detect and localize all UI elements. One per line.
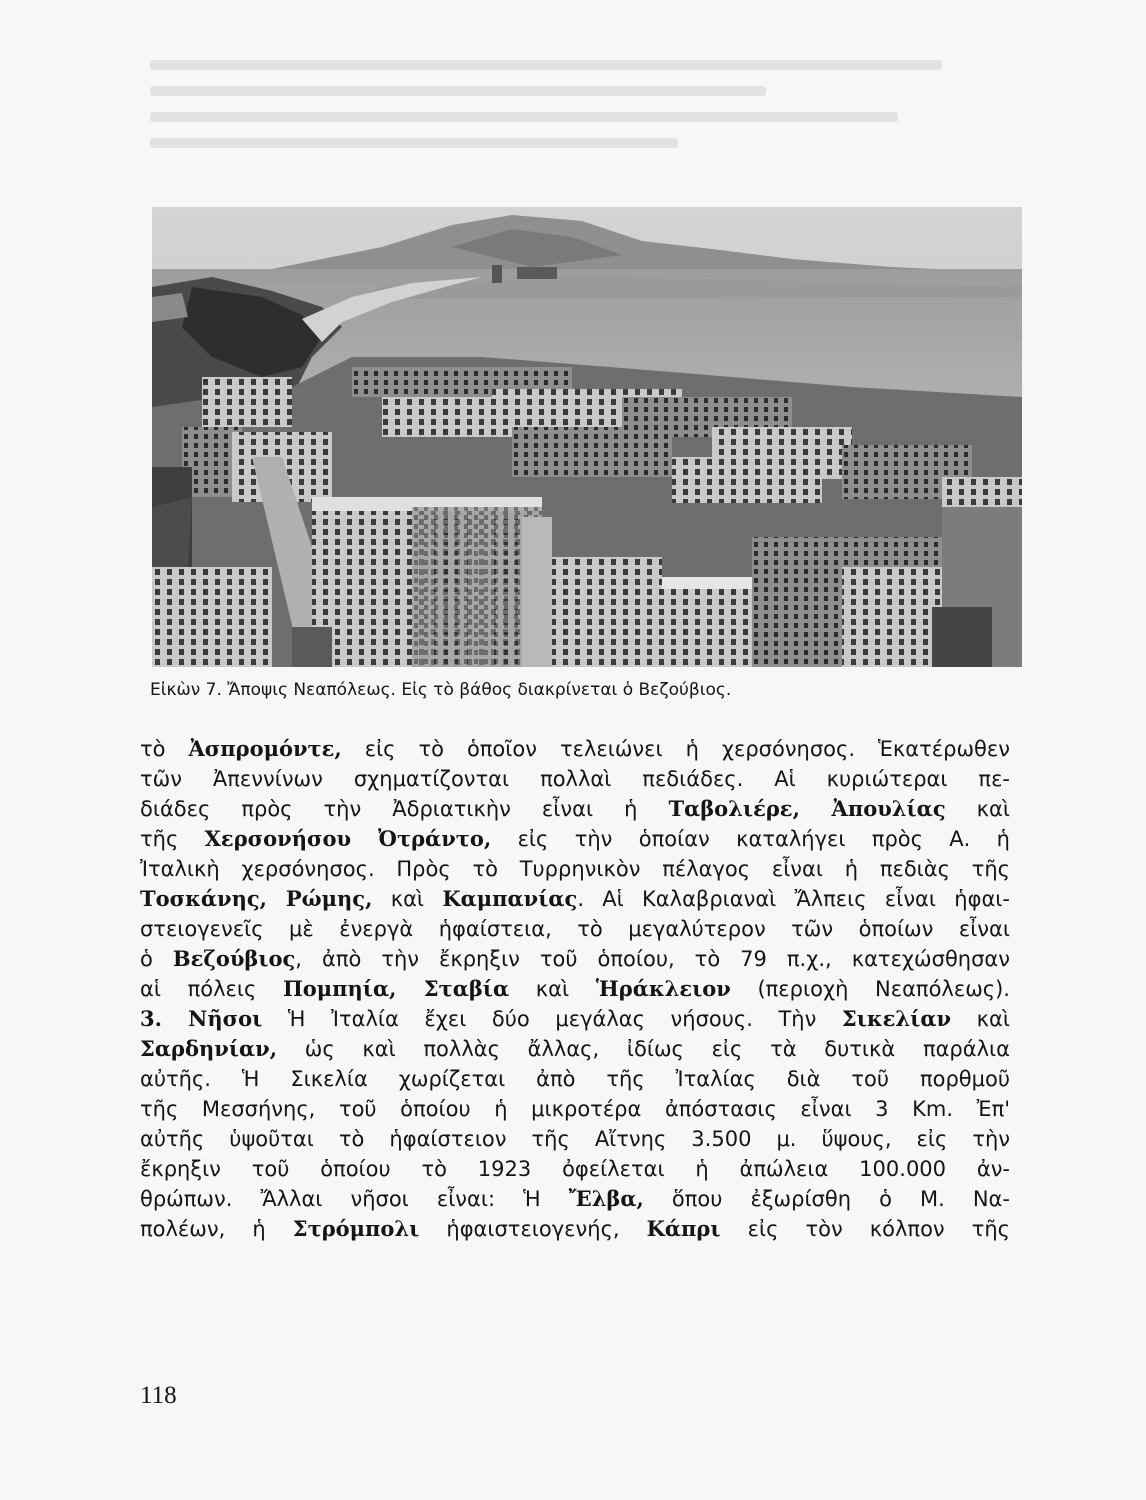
- text-line: [140, 824, 1010, 854]
- text-run: καὶ: [951, 1007, 1010, 1031]
- bold-term: Στρόμπολι: [292, 1216, 420, 1241]
- text-line: [140, 974, 1010, 1004]
- bold-term: Καμπανίας: [442, 886, 578, 911]
- text-run: τῆς: [140, 827, 205, 851]
- text-line: [140, 1124, 1010, 1154]
- text-run: ἔκρηξιν τοῦ ὁποίου τὸ 1923 ὀφείλεται ἡ ἀπώλεια 100.000 ἀν-: [140, 1157, 1010, 1181]
- bold-term: Πομπηία, Σταβία: [282, 976, 510, 1001]
- bold-term: Σαρδηνίαν,: [140, 1036, 278, 1061]
- text-run: διάδες πρὸς τὴν Ἀδριατικὴν εἶναι ἡ: [140, 797, 669, 821]
- text-line: [140, 794, 1010, 824]
- bold-term: Σικελίαν: [841, 1006, 952, 1031]
- text-run: εἰς τὴν ὁποίαν καταλήγει πρὸς Α. ἡ: [491, 827, 1010, 851]
- bold-term: Ταβολιέρε, Ἀπουλίας: [668, 796, 946, 821]
- text-run: Ἡ Ἰταλία ἔχει δύο μεγάλας νήσους. Τὴν: [262, 1007, 842, 1031]
- bold-term: Κάπρι: [646, 1216, 721, 1241]
- text-line: [140, 1004, 1010, 1034]
- text-run: θρώπων. Ἄλλαι νῆσοι εἶναι: Ἡ: [140, 1187, 569, 1211]
- text-run: . Αἱ Καλαβριαναὶ Ἄλπεις εἶναι ἡφαι-: [577, 887, 1010, 911]
- figure-caption: Εἰκὼν 7. Ἄποψις Νεαπόλεως. Εἰς τὸ βάθος διακρίνεται ὁ Βεζούβιος.: [150, 680, 732, 700]
- text-line: [140, 884, 1010, 914]
- text-run: ἡφαιστειογενής,: [419, 1217, 647, 1241]
- text-run: ὡς καὶ πολλὰς ἄλλας, ἰδίως εἰς τὰ δυτικὰ παράλια: [277, 1037, 1010, 1061]
- bold-term: Χερσονήσου Ὀτράντο,: [204, 826, 492, 851]
- text-run: αἱ πόλεις: [140, 977, 283, 1001]
- text-line: [140, 764, 1010, 794]
- text-run: αὐτῆς. Ἡ Σικελία χωρίζεται ἀπὸ τῆς Ἰταλίας διὰ τοῦ πορθμοῦ: [140, 1067, 1010, 1091]
- text-run: Ἰταλικὴ χερσόνησος. Πρὸς τὸ Τυρρηνικὸν πέλαγος εἶναι ἡ πεδιὰς τῆς: [140, 857, 1010, 881]
- text-line: [140, 1034, 1010, 1064]
- text-run: (περιοχὴ Νεαπόλεως).: [730, 977, 1010, 1001]
- text-run: καὶ: [372, 887, 443, 911]
- text-run: ὁ: [140, 947, 173, 971]
- text-run: εἰς τὸ ὁποῖον τελειώνει ἡ χερσόνησος. Ἑκατέρωθεν: [341, 737, 1010, 761]
- text-run: ὅπου ἐξωρίσθη ὁ Μ. Να-: [643, 1187, 1010, 1211]
- page-number: 118: [140, 1382, 177, 1409]
- text-run: τῶν Ἀπεννίνων σχηματίζονται πολλαὶ πεδιάδες. Αἱ κυριώτεραι πε-: [140, 767, 1010, 791]
- text-run: καὶ: [945, 797, 1010, 821]
- text-run: πολέων, ἡ: [140, 1217, 293, 1241]
- text-run: , ἀπὸ τὴν ἔκρηξιν τοῦ ὁποίου, τὸ 79 π.χ., κατεχώσθησαν: [295, 947, 1010, 971]
- text-line: [140, 854, 1010, 884]
- text-run: στειογενεῖς μὲ ἐνεργὰ ἡφαίστεια, τὸ μεγαλύτερον τῶν ὁποίων εἶναι: [140, 917, 1010, 941]
- text-line: [140, 1094, 1010, 1124]
- text-line: [140, 734, 1010, 764]
- bold-term: 3. Νῆσοι: [140, 1006, 263, 1031]
- text-line: [140, 1184, 1010, 1214]
- text-run: εἰς τὸν κόλπον τῆς: [720, 1217, 1010, 1241]
- text-line: [140, 1214, 1010, 1244]
- text-run: τῆς Μεσσήνης, τοῦ ὁποίου ἡ μικροτέρα ἀπόστασις εἶναι 3 Km. Ἐπ': [140, 1097, 1010, 1121]
- text-line: [140, 914, 1010, 944]
- bleed-through-text: [150, 44, 1030, 214]
- text-run: καὶ: [509, 977, 596, 1001]
- bold-term: Ἡράκλειον: [595, 976, 731, 1001]
- naples-photo-drawing: [152, 207, 1022, 667]
- bold-term: Ἀσπρομόντε,: [188, 736, 342, 761]
- text-line: [140, 944, 1010, 974]
- bold-term: Τοσκάνης, Ρώμης,: [140, 886, 373, 911]
- text-line: [140, 1154, 1010, 1184]
- bold-term: Βεζούβιος: [172, 946, 296, 971]
- text-run: αὐτῆς ὑψοῦται τὸ ἡφαίστειον τῆς Αἴτνης 3.500 μ. ὕψους, εἰς τὴν: [140, 1127, 1010, 1151]
- bold-term: Ἔλβα,: [568, 1186, 644, 1211]
- body-text: [140, 734, 1010, 1244]
- text-line: [140, 1064, 1010, 1094]
- naples-photograph: [152, 207, 1022, 667]
- text-run: τὸ: [140, 737, 189, 761]
